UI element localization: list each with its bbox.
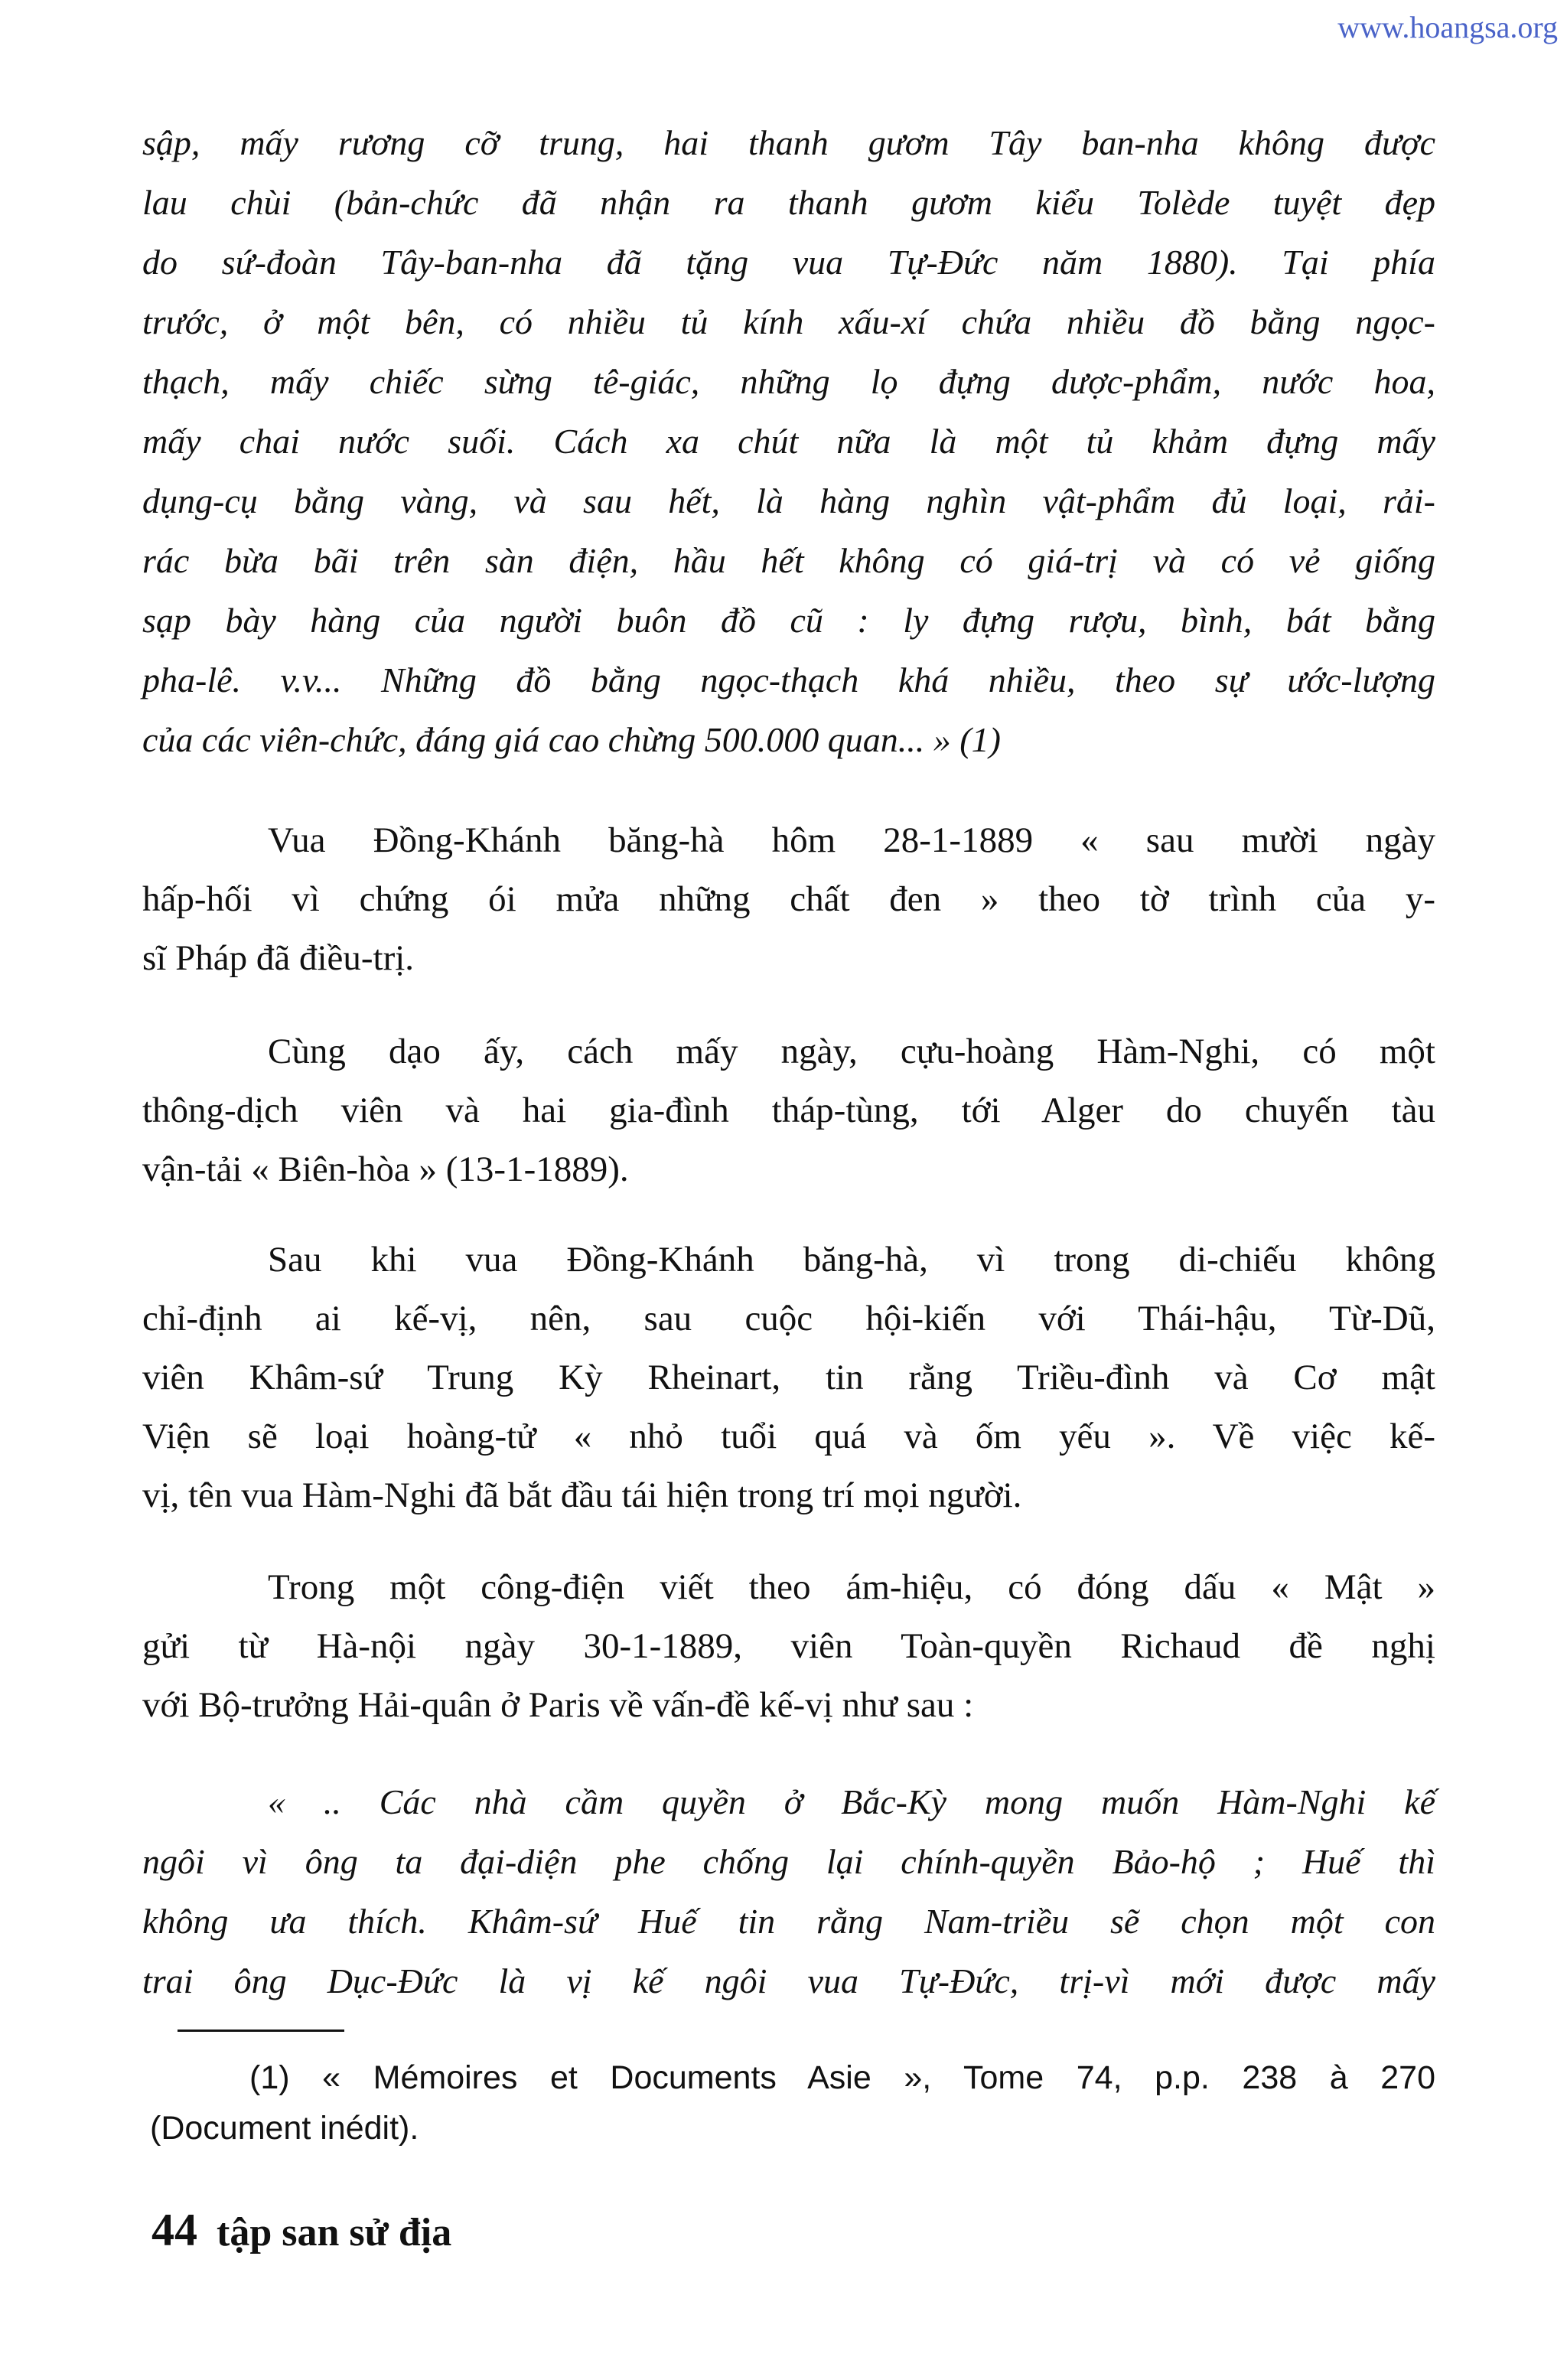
paragraph-telegram — [142, 1558, 1435, 1735]
text-line: không ưa thích. Khâm-sứ Huế tin rằng Nam-triều sẽ chọn một con — [142, 1902, 1435, 1941]
page-number: 44 — [151, 2205, 197, 2255]
text-line: Vua Đồng-Khánh băng-hà hôm 28-1-1889 « sau mười ngày — [268, 820, 1435, 860]
paragraph-ham-nghi-alger — [142, 1022, 1435, 1199]
text-line: với Bộ-trưởng Hải-quân ở Paris về vấn-đề kế-vị như sau : — [142, 1685, 974, 1725]
text-line: hấp-hối vì chứng ói mửa những chất đen » theo tờ trình của y- — [142, 879, 1435, 919]
text-line: của các viên-chức, đáng giá cao chừng 500.000 quan... » (1) — [142, 720, 1001, 759]
text-line: mấy chai nước suối. Cách xa chút nữa là một tủ khảm đựng mấy — [142, 422, 1435, 461]
text-line: trước, ở một bên, có nhiều tủ kính xấu-xí chứa nhiều đồ bằng ngọc- — [142, 302, 1435, 341]
text-line: Viện sẽ loại hoàng-tử « nhỏ tuổi quá và ốm yếu ». Về việc kế- — [142, 1417, 1435, 1456]
text-line: viên Khâm-sứ Trung Kỳ Rheinart, tin rằng Triều-đình và Cơ mật — [142, 1358, 1435, 1397]
paragraph-dong-khanh-death — [142, 811, 1435, 988]
text-line: Cùng dạo ấy, cách mấy ngày, cựu-hoàng Hàm-Nghi, có một — [268, 1032, 1435, 1071]
text-line: pha-lê. v.v... Những đồ bằng ngọc-thạch khá nhiều, theo sự ước-lượng — [142, 660, 1435, 699]
text-line: rác bừa bãi trên sàn điện, hầu hết không có giá-trị và có vẻ giống — [142, 541, 1435, 580]
text-line: sập, mấy rương cỡ trung, hai thanh gươm Tây ban-nha không được — [142, 123, 1435, 162]
text-line: dụng-cụ bằng vàng, và sau hết, là hàng nghìn vật-phẩm đủ loại, rải- — [142, 481, 1435, 520]
text-line: trai ông Dục-Đức là vị kế ngôi vua Tự-Đức, trị-vì mới được mấy — [142, 1961, 1435, 2000]
text-line: thạch, mấy chiếc sừng tê-giác, những lọ đựng dược-phẩm, nước hoa, — [142, 362, 1435, 401]
text-line: lau chùi (bản-chức đã nhận ra thanh gươm kiểu Tolède tuyệt đẹp — [142, 183, 1435, 222]
footnote — [150, 2052, 1435, 2153]
page-footer — [151, 2204, 451, 2257]
text-line: « .. Các nhà cầm quyền ở Bắc-Kỳ mong muốn Hàm-Nghi kế — [268, 1782, 1435, 1821]
paragraph-succession — [142, 1231, 1435, 1525]
paragraph-telegram-quote — [142, 1772, 1435, 2011]
text-line: vận-tải « Biên-hòa » (13-1-1889). — [142, 1149, 629, 1189]
text-line: sĩ Pháp đã điều-trị. — [142, 938, 415, 978]
publication-name: tập san sử địa — [217, 2211, 452, 2254]
footnote-line: (Document inédit). — [150, 2110, 419, 2147]
text-line: ngôi vì ông ta đại-diện phe chống lại chính-quyền Bảo-hộ ; Huế thì — [142, 1842, 1435, 1881]
text-line: sạp bày hàng của người buôn đồ cũ : ly đựng rượu, bình, bát bằng — [142, 601, 1435, 640]
text-line: Trong một công-điện viết theo ám-hiệu, có đóng dấu « Mật » — [268, 1567, 1435, 1607]
paragraph-quote-continued — [142, 113, 1435, 770]
text-line: chỉ-định ai kế-vị, nên, sau cuộc hội-kiến với Thái-hậu, Từ-Dũ, — [142, 1299, 1435, 1338]
text-line: Sau khi vua Đồng-Khánh băng-hà, vì trong di-chiếu không — [268, 1240, 1435, 1280]
footnote-line: (1) « Mémoires et Documents Asie », Tome 74, p.p. 238 à 270 — [249, 2059, 1435, 2096]
text-line: vị, tên vua Hàm-Nghi đã bắt đầu tái hiện trong trí mọi người. — [142, 1475, 1022, 1515]
text-line: thông-dịch viên và hai gia-đình tháp-tùng, tới Alger do chuyến tàu — [142, 1091, 1435, 1130]
text-line: gửi từ Hà-nội ngày 30-1-1889, viên Toàn-quyền Richaud đề nghị — [142, 1626, 1435, 1666]
text-line: do sứ-đoàn Tây-ban-nha đã tặng vua Tự-Đức năm 1880). Tại phía — [142, 243, 1435, 282]
footnote-divider — [178, 2030, 344, 2032]
source-url[interactable]: www.hoangsa.org — [1337, 10, 1558, 44]
